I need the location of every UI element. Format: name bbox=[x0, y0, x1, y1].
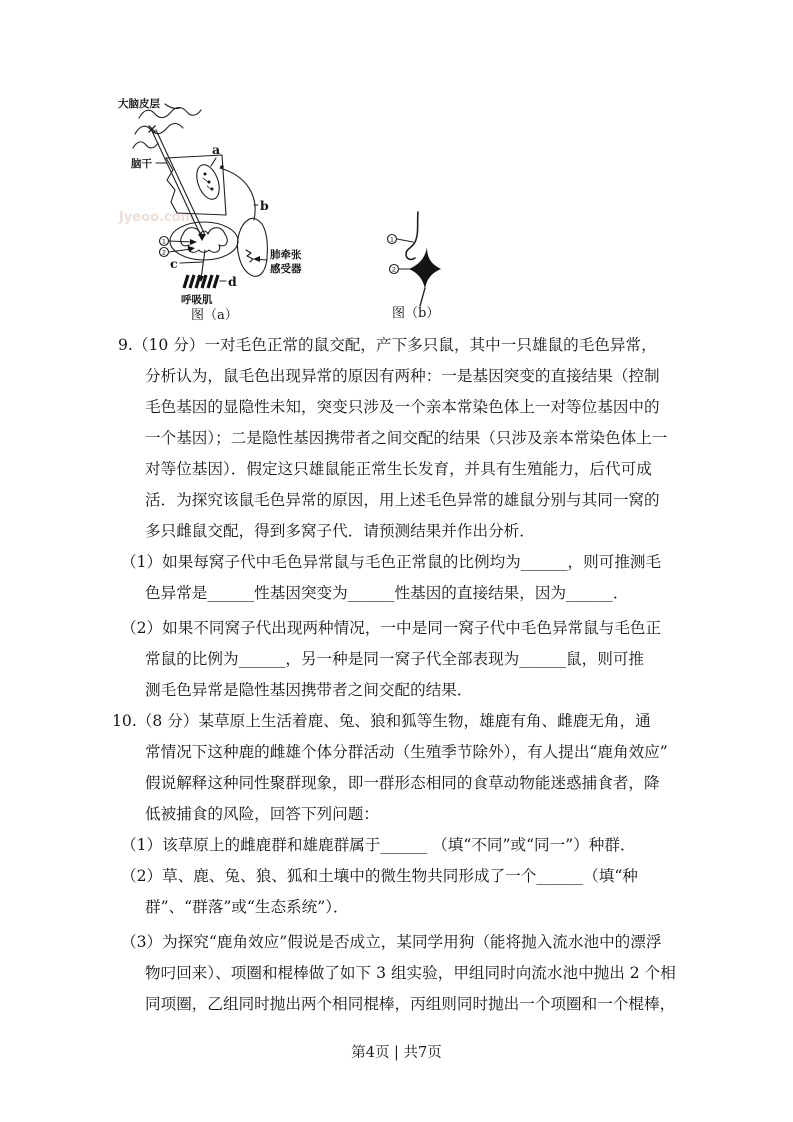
watermark-text: Jyeoo.com bbox=[119, 210, 195, 225]
cortex-waves-shape bbox=[133, 108, 201, 149]
q10-part1-line: （1）该草原上的雌鹿群和雄鹿群属于______ （填“不同”或“同一”）种群． bbox=[121, 836, 636, 854]
label-a-line bbox=[211, 158, 216, 166]
neuron-axon-tail bbox=[420, 288, 425, 306]
page-number-text: 第4页 | 共7页 bbox=[351, 1045, 442, 1061]
tract-arrowhead bbox=[198, 234, 206, 241]
q10-part2-line: （2）草、鹿、兔、狼、狐和土壤中的微生物共同形成了一个______（填“种 bbox=[121, 867, 638, 885]
svg-text:1: 1 bbox=[161, 237, 167, 246]
axon-terminal-line bbox=[406, 212, 418, 259]
q9-stem-line: 活．为探究该鼠毛色异常的原因，用上述毛色异常的雄鼠分别与其同一窝的 bbox=[145, 491, 660, 509]
brainstem-outline bbox=[166, 155, 226, 215]
svg-text:1: 1 bbox=[389, 235, 395, 244]
q9-stem-line: 9.（10 分）一对毛色正常的鼠交配，产下多只鼠，其中一只雄鼠的毛色异常， bbox=[118, 336, 657, 354]
stretch-receptor-squiggle bbox=[246, 250, 253, 262]
label-c: c bbox=[170, 256, 178, 271]
figure-b-caption: 图（b） bbox=[392, 306, 440, 321]
circled-number-2 bbox=[160, 246, 196, 257]
q9-part2-line: （2）如果不同窝子代出现两种情况，一中是同一窝子代中毛色异常鼠与毛色正 bbox=[121, 619, 662, 637]
lung-receptor-label-line2: 感受器 bbox=[270, 263, 302, 275]
q9-stem-line: 多只雌鼠交配，得到多窝子代．请预测结果并作出分析． bbox=[145, 522, 535, 540]
label-a: a bbox=[212, 142, 221, 157]
q10-stem-line: 假说解释这种同性聚群现象，即一群形态相同的食草动物能迷惑捕食者，降 bbox=[145, 774, 660, 792]
lung-receptor-label-line1: 肺牵张 bbox=[270, 249, 302, 261]
respiratory-center-oval bbox=[192, 162, 223, 203]
q9-part1-line: （1）如果每窝子代中毛色异常鼠与毛色正常鼠的比例均为______，则可推测毛 bbox=[121, 553, 662, 571]
respiratory-muscle-label: 呼吸肌 bbox=[181, 294, 213, 306]
figure-a-caption: 图（a） bbox=[191, 308, 238, 323]
q10-stem-line: 低被捕食的风险，回答下列问题： bbox=[145, 805, 379, 823]
brain-respiration-diagram bbox=[105, 92, 505, 330]
svg-text:2: 2 bbox=[161, 248, 167, 257]
q9-part2-line: 常鼠的比例为______，另一种是同一窝子代全部表现为______鼠，则可推 bbox=[145, 650, 645, 668]
q10-stem-line: 常情况下这种鹿的雌雄个体分群活动（生殖季节除外），有人提出“鹿角效应” bbox=[145, 743, 668, 761]
label-b: b bbox=[260, 198, 269, 213]
q10-part2-line: 群”、“群落”或“生态系统”）． bbox=[145, 898, 349, 916]
questions-content bbox=[112, 330, 712, 1020]
gray-matter-butterfly bbox=[181, 228, 227, 253]
lung-shape bbox=[237, 218, 267, 276]
q9-stem-line: 毛色基因的显隐性未知，突变只涉及一个亲本常染色体上一对等位基因中的 bbox=[145, 398, 660, 416]
motor-nerve-line bbox=[201, 250, 205, 279]
biology-figure bbox=[105, 92, 505, 330]
q9-part1-line: 色异常是______性基因突变为______性基因的直接结果，因为______． bbox=[145, 584, 629, 602]
label-d: d bbox=[228, 274, 237, 289]
q9-part2-line: 测毛色异常是隐性基因携带者之间交配的结果． bbox=[145, 681, 473, 699]
q10-part3-line: （3）为探究“鹿角效应”假说是否成立，某同学用狗（能将抛入流水池中的漂浮 bbox=[121, 933, 662, 951]
svg-text:2: 2 bbox=[391, 265, 397, 274]
neuron-star-shape bbox=[409, 247, 441, 289]
q9-stem-line: 对等位基因）．假定这只雄鼠能正常生长发育，并具有生殖能力，后代可成 bbox=[145, 460, 652, 478]
q10-part3-line: 同项圈，乙组同时抛出两个相同棍棒，丙组则同时抛出一个项圈和一个棍棒， bbox=[145, 995, 676, 1013]
q10-stem-line: 10.（8 分）某草原上生活着鹿、兔、狼和狐等生物，雄鹿有角、雌鹿无角，通 bbox=[112, 712, 651, 730]
q9-stem-line: 一个基因）；二是隐性基因携带者之间交配的结果（只涉及亲本常染色体上一 bbox=[145, 429, 668, 447]
circled-number-1 bbox=[160, 237, 198, 246]
label-c-line bbox=[180, 262, 203, 263]
receptor-arrowhead bbox=[253, 256, 260, 262]
figb-circled-number-2 bbox=[390, 265, 411, 274]
q10-part3-line: 物叼回来）、项圈和棍棒做了如下 3 组实验，甲组同时向流水池中抛出 2 个相 bbox=[145, 964, 676, 982]
page-footer bbox=[0, 1041, 793, 1062]
figb-circled-number-1 bbox=[388, 235, 414, 244]
q9-stem-line: 分析认为，鼠毛色出现异常的原因有两种：一是基因突变的直接结果（控制 bbox=[145, 367, 660, 385]
cortex-label: 大脑皮层 bbox=[118, 98, 160, 110]
brainstem-label: 脑干 bbox=[131, 158, 152, 170]
